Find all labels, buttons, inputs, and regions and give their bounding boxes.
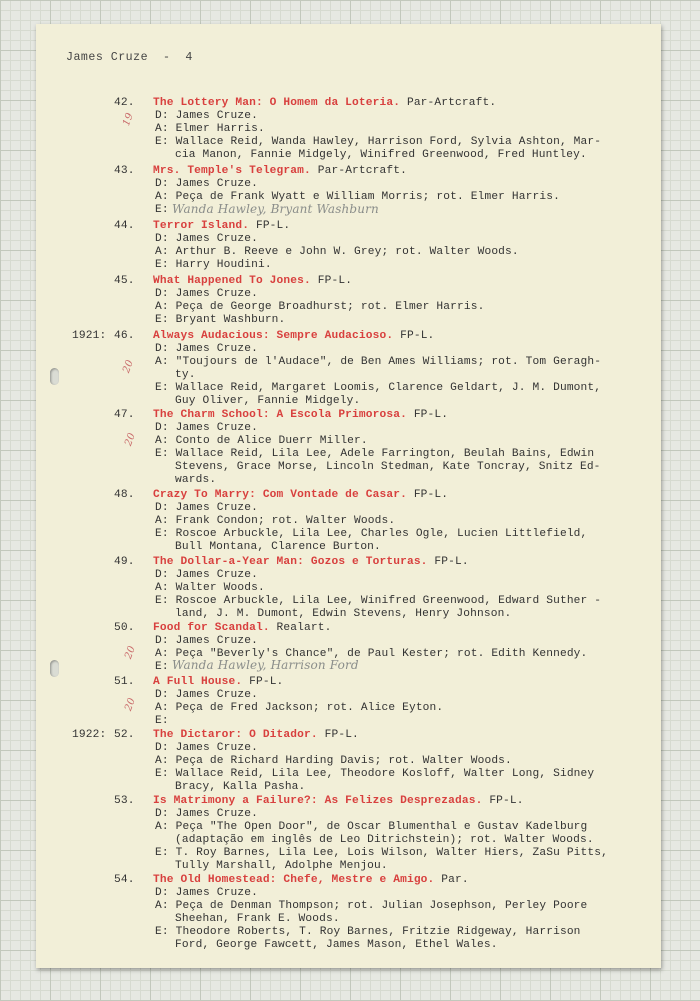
cast-line: E: xyxy=(155,661,169,673)
entry-title-line xyxy=(153,409,643,422)
cast-line: Bracy, Kalla Pasha. xyxy=(175,781,306,793)
director-line: D: James Cruze. xyxy=(155,178,258,190)
film-title: The Charm School: A Escola Primorosa. xyxy=(153,409,407,421)
cast-line: land, J. M. Dumont, Edwin Stevens, Henry Johnson. xyxy=(175,608,512,620)
author-line: A: Elmer Harris. xyxy=(155,123,265,135)
production-company: Par. xyxy=(434,874,469,886)
author-line: Sheehan, Frank E. Woods. xyxy=(175,913,340,925)
entry-title-line xyxy=(153,165,643,178)
cast-line: E: Roscoe Arbuckle, Lila Lee, Charles Ogle, Lucien Littlefield, xyxy=(155,528,588,540)
cast-line: cia Manon, Fannie Midgely, Winifred Greenwood, Fred Huntley. xyxy=(175,149,587,161)
author-line: A: Frank Condon; rot. Walter Woods. xyxy=(155,515,396,527)
cast-line: E: Wallace Reid, Lila Lee, Adele Farrington, Beulah Bains, Edwin xyxy=(155,448,595,460)
entry-number: 51. xyxy=(114,676,135,688)
cast-line: E: T. Roy Barnes, Lila Lee, Lois Wilson, Walter Hiers, ZaSu Pitts, xyxy=(155,847,608,859)
punch-hole xyxy=(50,368,59,385)
author-line: A: "Toujours de l'Audace", de Ben Ames Williams; rot. Tom Geragh- xyxy=(155,356,602,368)
cast-line: E: Wallace Reid, Margaret Loomis, Clarence Geldart, J. M. Dumont, xyxy=(155,382,602,394)
author-line: A: Conto de Alice Duerr Miller. xyxy=(155,435,368,447)
production-company: FP-L. xyxy=(317,729,359,741)
director-line: D: James Cruze. xyxy=(155,689,258,701)
author-line: A: Peça de Frank Wyatt e William Morris; rot. Elmer Harris. xyxy=(155,191,560,203)
cast-line: E: Wallace Reid, Wanda Hawley, Harrison Ford, Sylvia Ashton, Mar- xyxy=(155,136,602,148)
director-line: D: James Cruze. xyxy=(155,343,258,355)
entry-number: 53. xyxy=(114,795,135,807)
director-line: D: James Cruze. xyxy=(155,110,258,122)
cast-line: Bull Montana, Clarence Burton. xyxy=(175,541,381,553)
margin-note: 20 xyxy=(123,696,138,713)
author-line: A: Arthur B. Reeve e John W. Grey; rot. Walter Woods. xyxy=(155,246,519,258)
production-company: FP-L. xyxy=(310,275,353,287)
film-title: The Lottery Man: O Homem da Loteria. xyxy=(153,97,401,109)
entry-title-line xyxy=(153,97,643,110)
film-title: Terror Island. xyxy=(153,220,250,232)
film-title: The Old Homestead: Chefe, Mestre e Amigo. xyxy=(153,874,435,886)
director-line: D: James Cruze. xyxy=(155,635,258,647)
year-label: 1922: xyxy=(72,729,107,741)
director-line: D: James Cruze. xyxy=(155,808,258,820)
entry-number: 45. xyxy=(114,275,135,287)
handwritten-note: Wanda Hawley, Harrison Ford xyxy=(172,658,359,672)
entry-title-line xyxy=(153,330,643,343)
film-title: Always Audacious: Sempre Audacioso. xyxy=(153,330,394,342)
entry-number: 54. xyxy=(114,874,135,886)
author-line: (adaptação em inglês de Leo Ditrichstein); rot. Walter Woods. xyxy=(175,834,594,846)
entry-number: 52. xyxy=(114,729,135,741)
cast-line: wards. xyxy=(175,474,217,486)
film-title: Crazy To Marry: Com Vontade de Casar. xyxy=(153,489,407,501)
punch-hole xyxy=(50,660,59,677)
entry-title-line xyxy=(153,622,643,635)
production-company: Par-Artcraft. xyxy=(310,165,407,177)
production-company: Par-Artcraft. xyxy=(400,97,497,109)
film-title: Food for Scandal. xyxy=(153,622,270,634)
handwritten-note: Wanda Hawley, Bryant Washburn xyxy=(172,202,379,216)
cast-line: E: Wallace Reid, Lila Lee, Theodore Kosloff, Walter Long, Sidney xyxy=(155,768,595,780)
entry-number: 44. xyxy=(114,220,135,232)
director-line: D: James Cruze. xyxy=(155,502,258,514)
cast-line: E: Roscoe Arbuckle, Lila Lee, Winifred Greenwood, Edward Suther - xyxy=(155,595,602,607)
director-line: D: James Cruze. xyxy=(155,233,258,245)
entry-number: 46. xyxy=(114,330,135,342)
production-company: FP-L. xyxy=(427,556,469,568)
director-line: D: James Cruze. xyxy=(155,569,258,581)
cast-line: Tully Marshall, Adolphe Menjou. xyxy=(175,860,388,872)
film-title: Is Matrimony a Failure?: As Felizes Desprezadas. xyxy=(153,795,483,807)
margin-note: 19 xyxy=(121,111,136,128)
entry-title-line xyxy=(153,795,643,808)
margin-note: 20 xyxy=(123,644,138,661)
cast-line: Guy Oliver, Fannie Midgely. xyxy=(175,395,361,407)
cast-line: E: Theodore Roberts, T. Roy Barnes, Fritzie Ridgeway, Harrison xyxy=(155,926,581,938)
entry-title-line xyxy=(153,556,643,569)
director-line: D: James Cruze. xyxy=(155,422,258,434)
cast-line: Ford, George Fawcett, James Mason, Ethel Wales. xyxy=(175,939,498,951)
author-line: A: Peça de Denman Thompson; rot. Julian Josephson, Perley Poore xyxy=(155,900,588,912)
director-line: D: James Cruze. xyxy=(155,742,258,754)
film-title: The Dollar-a-Year Man: Gozos e Torturas. xyxy=(153,556,428,568)
author-line: A: Peça de George Broadhurst; rot. Elmer Harris. xyxy=(155,301,485,313)
film-title: Mrs. Temple's Telegram. xyxy=(153,165,311,177)
entry-title-line xyxy=(153,676,643,689)
production-company: Realart. xyxy=(269,622,332,634)
author-line: A: Peça de Richard Harding Davis; rot. Walter Woods. xyxy=(155,755,512,767)
production-company: FP-L. xyxy=(393,330,435,342)
author-line: A: Peça "The Open Door", de Oscar Blumenthal e Gustav Kadelburg xyxy=(155,821,588,833)
author-line: A: Walter Woods. xyxy=(155,582,265,594)
entry-title-line xyxy=(153,275,643,288)
director-line: D: James Cruze. xyxy=(155,887,258,899)
cast-line: Stevens, Grace Morse, Lincoln Stedman, Kate Toncray, Snitz Ed- xyxy=(175,461,601,473)
author-line: A: Peça "Beverly's Chance", de Paul Kester; rot. Edith Kennedy. xyxy=(155,648,588,660)
entry-number: 43. xyxy=(114,165,135,177)
film-title: A Full House. xyxy=(153,676,243,688)
cast-line: E: Bryant Washburn. xyxy=(155,314,286,326)
production-company: FP-L. xyxy=(249,220,291,232)
cast-line: E: xyxy=(155,204,169,216)
year-label: 1921: xyxy=(72,330,107,342)
production-company: FP-L. xyxy=(242,676,284,688)
film-title: What Happened To Jones. xyxy=(153,275,311,287)
production-company: FP-L. xyxy=(406,409,449,421)
author-line: ty. xyxy=(175,369,196,381)
entry-number: 49. xyxy=(114,556,135,568)
document-page xyxy=(36,24,661,968)
margin-note: 20 xyxy=(121,358,136,375)
page-header: James Cruze - 4 xyxy=(66,51,193,64)
entry-title-line xyxy=(153,729,643,742)
entry-number: 48. xyxy=(114,489,135,501)
margin-note: 20 xyxy=(123,431,138,448)
author-line: A: Peça de Fred Jackson; rot. Alice Eyton. xyxy=(155,702,444,714)
cast-line: E: xyxy=(155,715,169,727)
entry-number: 50. xyxy=(114,622,135,634)
entry-number: 42. xyxy=(114,97,135,109)
entry-number: 47. xyxy=(114,409,135,421)
film-title: The Dictaror: O Ditador. xyxy=(153,729,318,741)
entry-title-line xyxy=(153,220,643,233)
production-company: FP-L. xyxy=(482,795,524,807)
entry-title-line xyxy=(153,489,643,502)
director-line: D: James Cruze. xyxy=(155,288,258,300)
production-company: FP-L. xyxy=(406,489,449,501)
cast-line: E: Harry Houdini. xyxy=(155,259,272,271)
entry-title-line xyxy=(153,874,643,887)
